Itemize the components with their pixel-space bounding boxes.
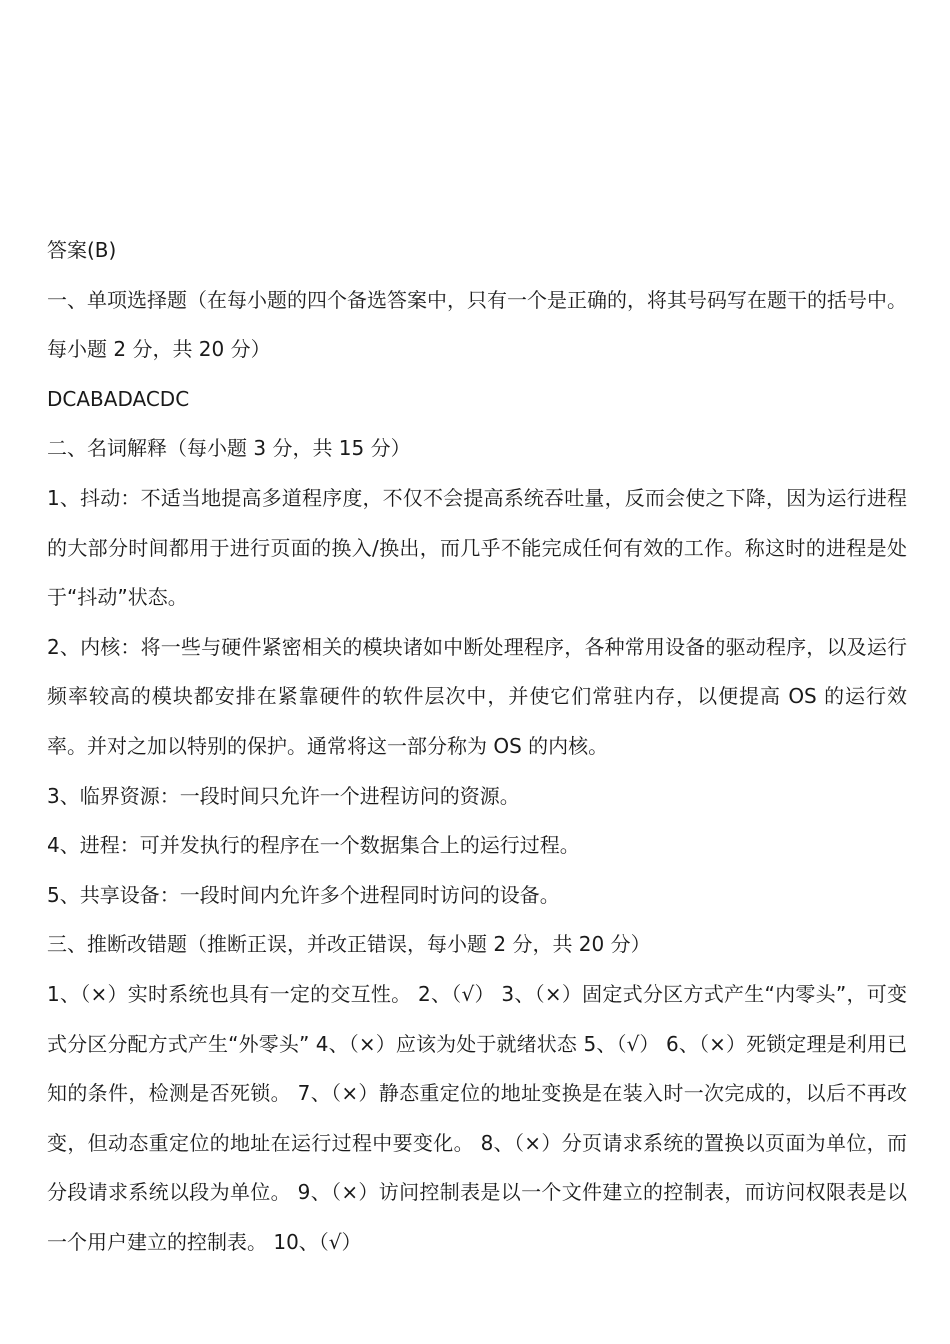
answer-title: 答案(B): [47, 238, 117, 262]
section1-heading: 一、单项选择题（在每小题的四个备选答案中，只有一个是正确的，将其号码写在题干的括号中。每小题 2 分，共 20 分）: [47, 287, 907, 362]
definition-thrashing: 1、抖动：不适当地提高多道程序度，不仅不会提高系统吞吐量，反而会使之下降，因为运行进程的大部分时间都用于进行页面的换入/换出，而几乎不能完成任何有效的工作。称这时的进程是处于“抖动”状态。: [47, 485, 907, 610]
section3-heading: 三、推断改错题（推断正误，并改正错误，每小题 2 分，共 20 分）: [47, 932, 651, 957]
definition-shared-device: 5、共享设备：一段时间内允许多个进程同时访问的设备。: [47, 882, 560, 907]
definition-critical-resource: 3、临界资源：一段时间只允许一个进程访问的资源。: [47, 783, 520, 808]
section2-heading: 二、名词解释（每小题 3 分，共 15 分）: [47, 436, 411, 461]
definition-kernel: 2、内核：将一些与硬件紧密相关的模块诸如中断处理程序，各种常用设备的驱动程序，以及运行频率较高的模块都安排在紧靠硬件的软件层次中，并使它们常驻内存，以便提高 OS 的运行效率。并对之加以特别的保护。通常将这一部分称为 OS 的内核。: [47, 634, 907, 758]
section3-answers: 1、（×）实时系统也具有一定的交互性。 2、（√） 3、（×）固定式分区方式产生“内零头”，可变式分区分配方式产生“外零头” 4、（×）应该为处于就绪状态 5、（√） 6、（×）死锁定理是利用已知的条件，检测是否死锁。 7、（×）静态重定位的地址变换是在装入时一次完成的，以后不再改变，但动态重定位的地址在运行过程中要变化。 8、（×）分页请求系统的置换以页面为单位，而分段请求系统以段为单位。 9、（×）访问控制表是以一个文件建立的控制表，而访问权限表是以一个用户建立的控制表。 10、（√）: [47, 981, 907, 1254]
definition-process: 4、进程：可并发执行的程序在一个数据集合上的运行过程。: [47, 833, 580, 858]
document-page: [47, 226, 907, 1267]
section1-answers: DCABADACDC: [47, 386, 190, 411]
